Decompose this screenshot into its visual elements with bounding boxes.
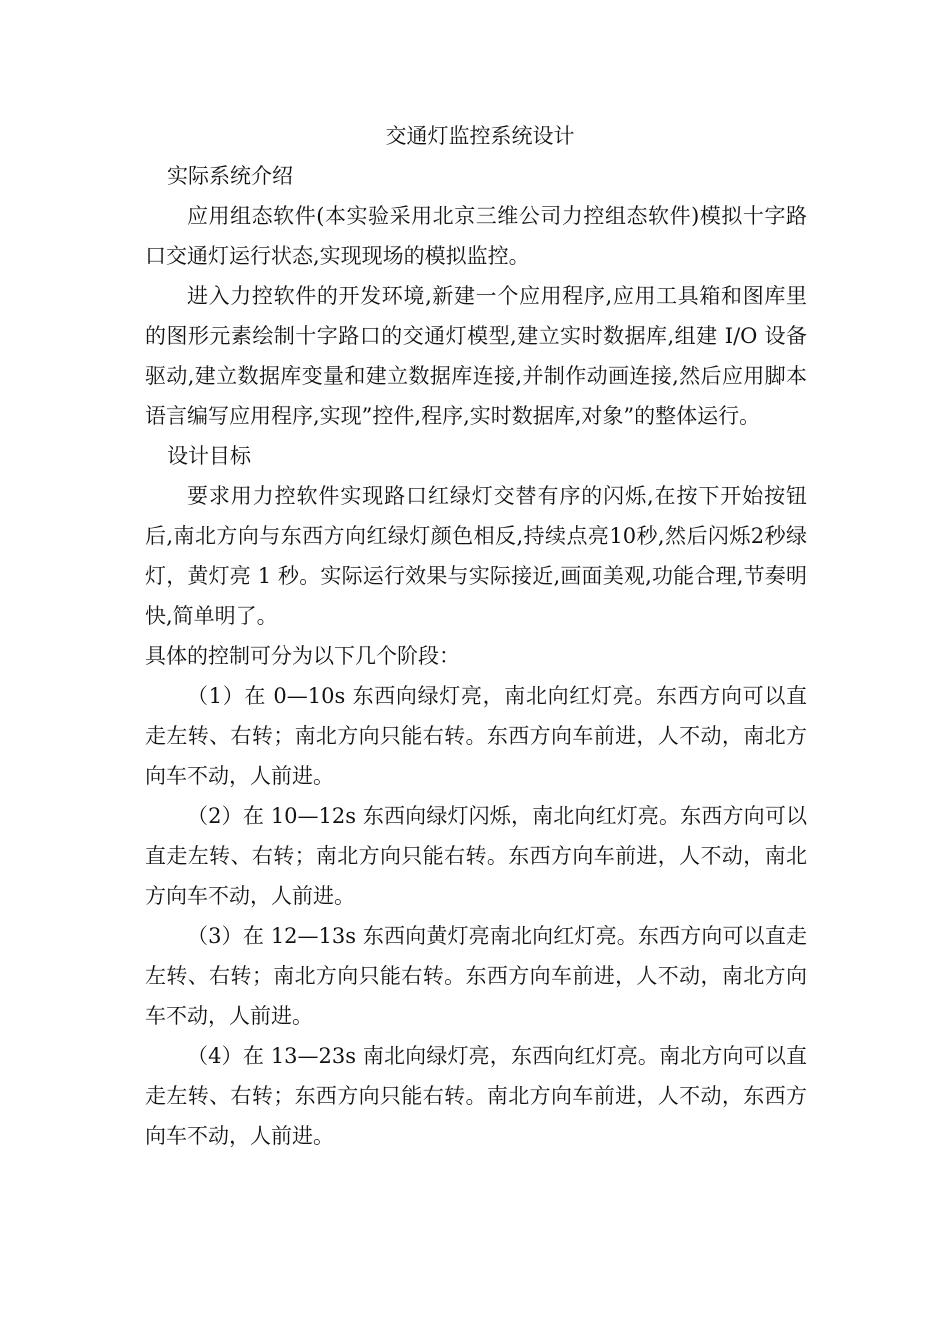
document-title: 交通灯监控系统设计: [385, 124, 575, 148]
stage-item-2: （2）在 10—12s 东西向绿灯闪烁，南北向红灯亮。东西方向可以直走左转、右转；南北方向只能右转。东西方向车前进，人不动，南北方向车不动，人前进。: [145, 804, 807, 908]
intro-paragraph-2: 进入力控软件的开发环境,新建一个应用程序,应用工具箱和图库里的图形元素绘制十字路口的交通灯模型,建立实时数据库,组建 I/O 设备驱动,建立数据库变量和建立数据库连接,并制作动画连接,然后应用脚本语言编写应用程序,实现”控件,程序,实时数据库,对象”的整体运行。: [145, 284, 807, 428]
goals-paragraph-1: 要求用力控软件实现路口红绿灯交替有序的闪烁,在按下开始按钮后,南北方向与东西方向红绿灯颜色相反,持续点亮10秒,然后闪烁2秒绿灯，黄灯亮 1 秒。实际运行效果与实际接近,画面美观,功能合理,节奏明快,简单明了。: [145, 484, 807, 628]
stage-item-1: （1）在 0—10s 东西向绿灯亮，南北向红灯亮。东西方向可以直走左转、右转；南北方向只能右转。东西方向车前进，人不动，南北方向车不动，人前进。: [145, 684, 807, 788]
section-heading-intro: 实际系统介绍: [167, 164, 293, 188]
stages-intro: 具体的控制可分为以下几个阶段：: [145, 644, 460, 668]
stage-item-4: （4）在 13—23s 南北向绿灯亮，东西向红灯亮。南北方向可以直走左转、右转；东西方向只能右转。南北方向车前进，人不动，东西方向车不动，人前进。: [145, 1044, 807, 1148]
intro-paragraph-1: 应用组态软件(本实验采用北京三维公司力控组态软件)模拟十字路口交通灯运行状态,实现现场的模拟监控。: [145, 204, 807, 268]
stage-item-3: （3）在 12—13s 东西向黄灯亮南北向红灯亮。东西方向可以直走左转、右转；南北方向只能右转。东西方向车前进，人不动，南北方向车不动，人前进。: [145, 924, 807, 1028]
document-page: [145, 116, 807, 1156]
section-heading-goals: 设计目标: [167, 444, 251, 468]
